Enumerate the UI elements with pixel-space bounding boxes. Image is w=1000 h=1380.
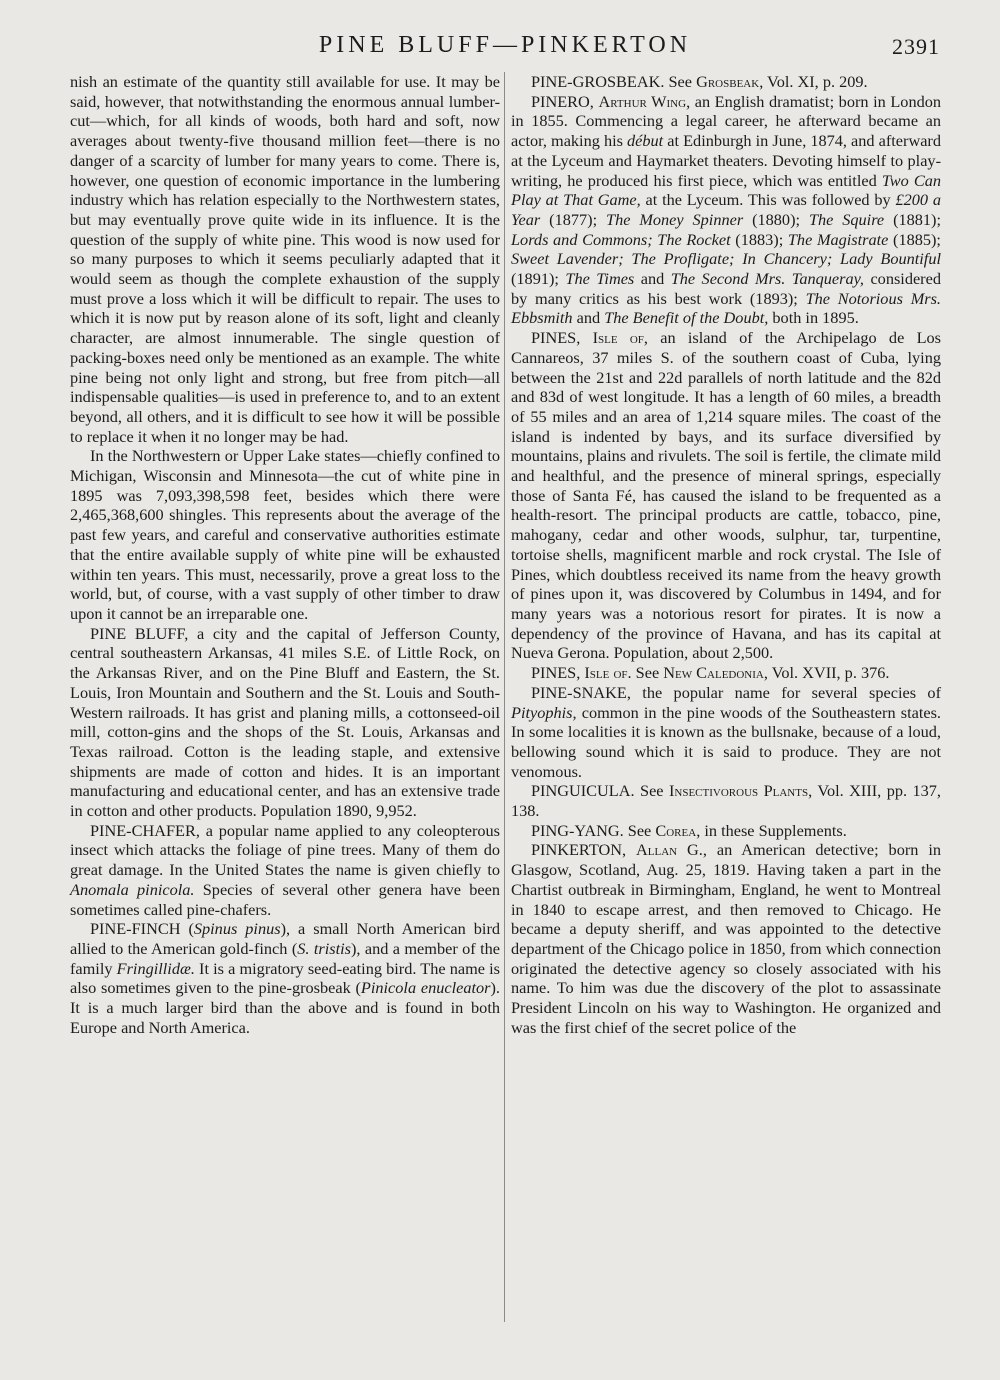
- entry-pine-finch: PINE-FINCH (Spinus pinus), a small North American bird allied to the American gold-finch (S. tristis), and a member of the family Fringillidæ. It is a migratory seed-eating bird. The name is also sometimes given to the pine-grosbeak (Pinicola enucleator). It is a much larger bird than the above and is found in both Europe and North America.: [70, 919, 501, 1037]
- paragraph-lumber-supply: nish an estimate of the quantity still available for use. It may be said, however, that notwithstanding the enormous annual lumber-cut—which, for all kinds of woods, both hard and soft, now averages about twenty-five thousand million feet—there is no danger of a scarcity of lumber for many years to come. There is, however, one question of economic importance in the lumbering industry which has relation especially to the Northwestern states, but may eventually prove quite wide in its influence. It is the question of the supply of white pine. This wood is now used for so many purposes to which it seems peculiarly adapted that it would seem as though the complete exhaustion of the supply must prove a loss which it will be difficult to repair. The uses to which it is now put by reason alone of its soft, light and cleanly character, are almost innumerable. The single question of packing-boxes need only be mentioned as an example. The white pine being not only light and strong, but free from pitch—all indispensable qualities—is used in preference to, and to an extent beyond, all others, and it is difficult to see how it will be possible to replace it when it no longer may be had.: [70, 72, 500, 446]
- entry-pines-isle-of: PINES, Isle of, an island of the Archipelago de Los Cannareos, 37 miles S. of the southern coast of Cuba, lying between the 21st and 22d parallels of north latitude and the 82d and 83d of west longitude. It has a length of 60 miles, a breadth of 55 miles and an area of 1,214 square miles. The coast of the island is indented by bays, and its surface diversified by mountains, plains and rivulets. The soil is fertile, the climate mild and healthful, and the presence of mineral springs, especially those of Santa Fé, has caused the island to be frequented as a health-resort. The principal products are cattle, tobacco, pine, mahogany, cedar and other woods, sulphur, tar, turpentine, tortoise shells, magnificent marble and rock crystal. The Isle of Pines, which doubtless received its name from the heavy growth of pines upon it, was discovered by Columbus in 1494, and for many years was a notorious resort for pirates. It is now a dependency of the province of Havana, and has its capital at Nueva Gerona. Population, about 2,500.: [511, 328, 941, 663]
- column-divider: [504, 72, 505, 1322]
- running-title: PINE BLUFF—PINKERTON: [318, 32, 692, 58]
- entry-pinero: PINERO, Arthur Wing, an English dramatist; born in London in 1855. Commencing a legal career, he afterward became an actor, making his début at Edinburgh in June, 1874, and afterward at the Lyceum and Haymarket theaters. Devoting himself to play-writing, he produced his first piece, which was entitled Two Can Play at That Game, at the Lyceum. This was followed by £200 a Year (1877); The Money Spinner (1880); The Squire (1881); Lords and Commons; The Rocket (1883); The Magistrate (1885); Sweet Lavender; The Profligate; In Chancery; Lady Bountiful (1891); The Times and The Second Mrs. Tanqueray, considered by many critics as his best work (1893); The Notorious Mrs. Ebbsmith and The Benefit of the Doubt, both in 1895.: [511, 91, 942, 328]
- right-column: [511, 72, 941, 1037]
- left-column: [70, 72, 500, 1037]
- entry-pinguicula: PINGUICULA. See Insectivorous Plants, Vol. XIII, pp. 137, 138.: [511, 781, 941, 821]
- entry-pine-bluff: PINE BLUFF, a city and the capital of Jefferson County, central southeastern Arkansas, 41 miles S.E. of Little Rock, on the Arkansas River, and on the Pine Bluff and Eastern, the St. Louis, Iron Mountain and Southern and the St. Louis and South-Western railroads. It has grist and planing mills, a cottonseed-oil mill, cotton-gins and the shops of the St. Louis, Arkansas and Texas railroad. Cotton is the leading staple, and extensive shipments are made of cotton and hides. It is an important manufacturing and educational center, and has an extensive trade in cotton and other products. Population 1890, 9,952.: [70, 623, 500, 821]
- entry-pinkerton: PINKERTON, Allan G., an American detective; born in Glasgow, Scotland, Aug. 25, 1819. Having taken a part in the Chartist outbreak in Birmingham, England, he went to Montreal in 1840 to escape arrest, and then removed to Chicago. He became a deputy sheriff, and was appointed to the detective department of the Chicago police in 1850, from which connection originated the detective agency so closely associated with his name. To him was due the discovery of the plot to assassinate President Lincoln on his way to Washington. He organized and was the first chief of the secret police of the: [511, 840, 941, 1037]
- entry-pine-snake: PINE-SNAKE, the popular name for several species of Pityophis, common in the pine woods of the Southeastern states. In some localities it is known as the bullsnake, because of a loud, bellowing sound which it is said to produce. They are not venomous.: [511, 682, 941, 781]
- entry-pines-isle-of-crossref: PINES, Isle of. See New Caledonia, Vol. XVII, p. 376.: [531, 663, 890, 683]
- entry-pine-grosbeak: PINE-GROSBEAK. See Grosbeak, Vol. XI, p. 209.: [531, 72, 868, 91]
- paragraph-northwestern-pine: In the Northwestern or Upper Lake states—chiefly confined to Michigan, Wisconsin and Minnesota—the cut of white pine in 1895 was 7,093,398,598 feet, besides which there were 2,465,368,600 shingles. This represents about the average of the past few years, and careful and conservative authorities estimate that the entire available supply of white pine will be exhausted within ten years. This must, necessarily, prove a great loss to the world, but, of course, with a vast supply of other timber to draw upon it cannot be an irreparable one.: [70, 446, 500, 623]
- page-header: [70, 32, 940, 62]
- page-number: 2391: [892, 34, 940, 59]
- entry-ping-yang: PING-YANG. See Corea, in these Supplements.: [531, 820, 847, 840]
- entry-pine-chafer: PINE-CHAFER, a popular name applied to any coleopterous insect which attacks the foliage of pine trees. Many of them do great damage. In the United States the name is given chiefly to Anomala pinicola. Species of several other genera have been sometimes called pine-chafers.: [70, 820, 500, 919]
